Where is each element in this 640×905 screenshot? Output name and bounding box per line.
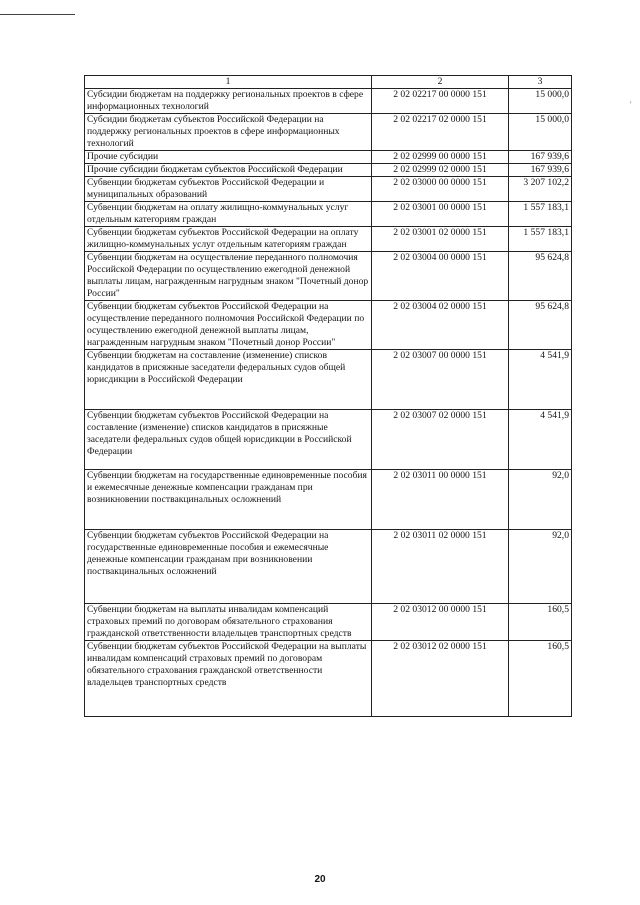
row-name: Субвенции бюджетам на государственные единовременные пособия и ежемесячные денежные компенсации гражданам при возникновении поствакцинальных осложнений [85,470,372,530]
row-code: 2 02 02217 00 0000 151 [372,89,509,114]
row-code: 2 02 03012 00 0000 151 [372,604,509,641]
table-row [85,89,572,114]
table-row [85,604,572,641]
row-amount: 92,0 [509,470,572,530]
row-amount: 1 557 183,1 [509,202,572,227]
row-code: 2 02 03011 02 0000 151 [372,530,509,604]
row-code: 2 02 03012 02 0000 151 [372,641,509,717]
row-amount: 167 939,6 [509,151,572,164]
row-code: 2 02 03004 02 0000 151 [372,301,509,350]
row-code: 2 02 03011 00 0000 151 [372,470,509,530]
row-amount: 4 541,9 [509,350,572,410]
row-name: Субвенции бюджетам субъектов Российской Федерации на осуществление переданного полномочия Российской Федерации по осуществлению ежегодной денежной выплаты лицам, награжденным нагрудным знаком "Почетный донор России" [85,301,372,350]
table-row [85,301,572,350]
row-name: Субвенции бюджетам субъектов Российской Федерации на государственные единовременные пособия и ежемесячные денежные компенсации гражданам при возникновении поствакцинальных осложнений [85,530,372,604]
row-name: Субвенции бюджетам субъектов Российской Федерации на оплату жилищно-коммунальных услуг отдельным категориям граждан [85,227,372,252]
table-row [85,470,572,530]
header-col-3: 3 [509,76,572,89]
header-col-2: 2 [372,76,509,89]
row-name: Субсидии бюджетам на поддержку региональных проектов в сфере информационных технологий [85,89,372,114]
row-code: 2 02 03001 02 0000 151 [372,227,509,252]
row-amount: 167 939,6 [509,164,572,177]
table-row [85,202,572,227]
row-name: Субвенции бюджетам субъектов Российской Федерации на составление (изменение) списков кандидатов в присяжные заседатели федеральных судов общей юрисдикции в Российской Федерации [85,410,372,470]
table-row [85,227,572,252]
row-amount: 3 207 102,2 [509,177,572,202]
row-amount: 160,5 [509,641,572,717]
table-row [85,530,572,604]
table-row [85,164,572,177]
table-row [85,151,572,164]
row-name: Субвенции бюджетам на осуществление переданного полномочия Российской Федерации по осуществлению ежегодной денежной выплаты лицам, награжденным нагрудным знаком "Почетный донор России" [85,252,372,301]
margin-mark: ' [630,100,632,109]
row-name: Прочие субсидии [85,151,372,164]
row-name: Субвенции бюджетам на выплаты инвалидам компенсаций страховых премий по договорам обязательного страхования гражданской ответственности владельцев транспортных средств [85,604,372,641]
page-number: 20 [314,874,326,885]
row-code: 2 02 02999 02 0000 151 [372,164,509,177]
row-amount: 160,5 [509,604,572,641]
row-amount: 95 624,8 [509,301,572,350]
row-amount: 95 624,8 [509,252,572,301]
row-code: 2 02 03000 00 0000 151 [372,177,509,202]
row-code: 2 02 03001 00 0000 151 [372,202,509,227]
table-row [85,177,572,202]
top-rule [0,14,75,15]
row-amount: 92,0 [509,530,572,604]
row-name: Субвенции бюджетам субъектов Российской Федерации на выплаты инвалидам компенсаций страховых премий по договорам обязательного страхования гражданской ответственности владельцев транспортных средств [85,641,372,717]
row-amount: 4 541,9 [509,410,572,470]
row-amount: 15 000,0 [509,89,572,114]
row-code: 2 02 02217 02 0000 151 [372,114,509,151]
row-name: Субвенции бюджетам на составление (изменение) списков кандидатов в присяжные заседатели федеральных судов общей юрисдикции в Российской Федерации [85,350,372,410]
header-col-1: 1 [85,76,372,89]
table-row [85,114,572,151]
table-row [85,410,572,470]
row-name: Субвенции бюджетам субъектов Российской Федерации и муниципальных образований [85,177,372,202]
table-row [85,641,572,717]
row-code: 2 02 03004 00 0000 151 [372,252,509,301]
row-amount: 1 557 183,1 [509,227,572,252]
row-amount: 15 000,0 [509,114,572,151]
row-name: Прочие субсидии бюджетам субъектов Российской Федерации [85,164,372,177]
table-row [85,252,572,301]
row-code: 2 02 03007 02 0000 151 [372,410,509,470]
header-row [85,76,572,89]
row-code: 2 02 02999 00 0000 151 [372,151,509,164]
row-name: Субсидии бюджетам субъектов Российской Федерации на поддержку региональных проектов в сфере информационных технологий [85,114,372,151]
table-row [85,350,572,410]
budget-table [84,75,572,717]
row-code: 2 02 03007 00 0000 151 [372,350,509,410]
row-name: Субвенции бюджетам на оплату жилищно-коммунальных услуг отдельным категориям граждан [85,202,372,227]
